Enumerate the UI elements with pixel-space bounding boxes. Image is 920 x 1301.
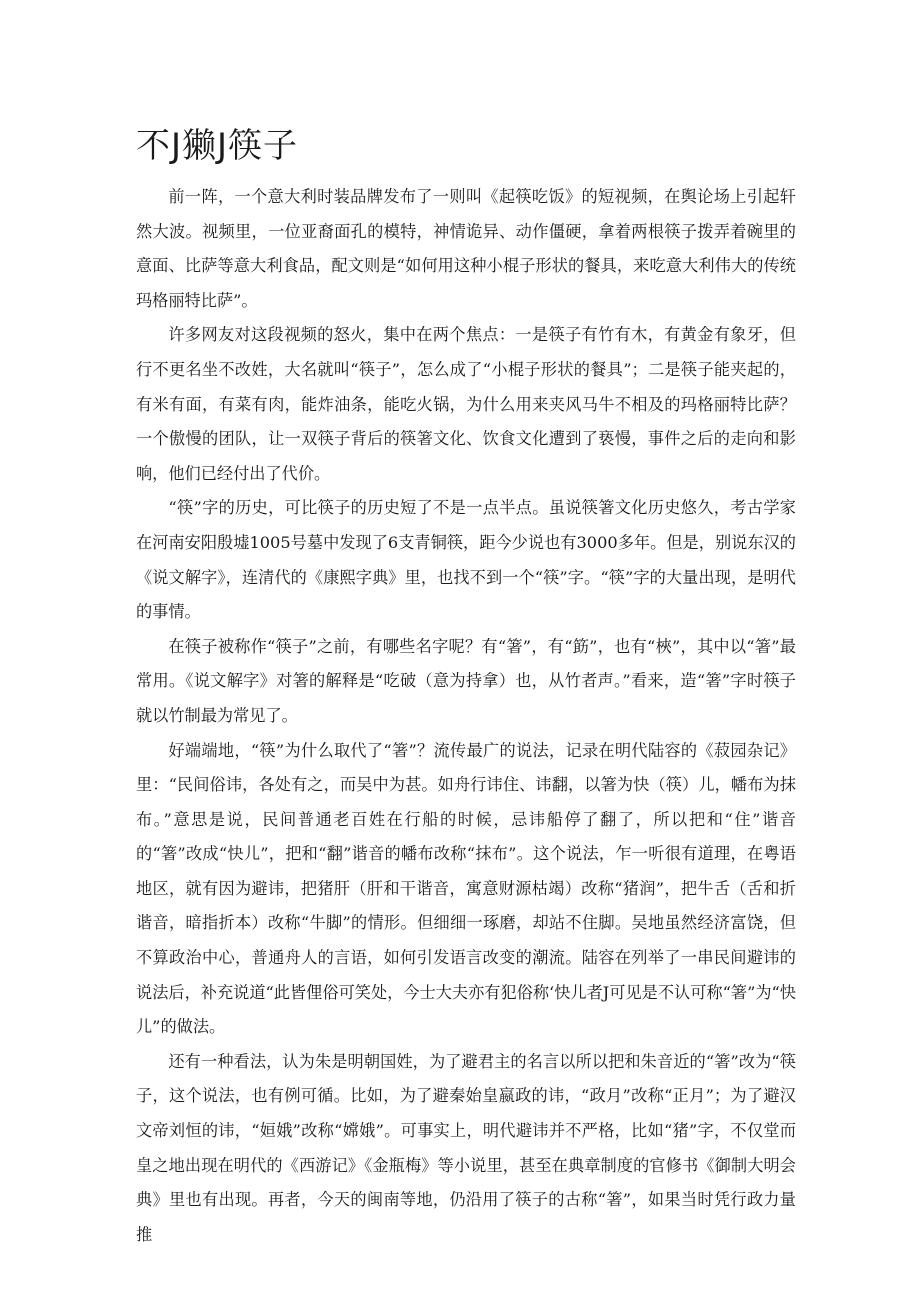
- paragraph-5: 好端端地，“筷”为什么取代了“箸”？流传最广的说法，记录在明代陆容的《菽园杂记》里：“民间俗讳，各处有之，而吴中为甚。如舟行讳住、讳翻，以箸为快（筷）儿，幡布为抹布。”意思是说，民间普通老百姓在行船的时候，忌讳船停了翻了，所以把和“住”谐音的“箸”改成“快儿”，把和“翻”谐音的幡布改称“抹布”。这个说法，乍一听很有道理，在粤语地区，就有因为避讳，把猪肝（肝和干谐音，寓意财源枯竭）改称“猪润”，把牛舌（舌和折谐音，暗指折本）改称“牛脚”的情形。但细细一琢磨，却站不住脚。吴地虽然经济富饶，但不算政治中心，普通舟人的言语，如何引发语言改变的潮流。陆容在列举了一串民间避讳的说法后，补充说道“此皆俚俗可笑处，今士大夫亦有犯俗称‘快儿者J可见是不认可称“箸”为“快儿”的做法。: [136, 740, 796, 1037]
- paragraph-3: “筷”字的历史，可比筷子的历史短了不是一点半点。虽说筷箸文化历史悠久，考古学家在河南安阳殷墟1005号墓中发现了6支青铜筷，距今少说也有3000多年。但是，别说东汉的《说文解字》，连清代的《康熙字典》里，也找不到一个“筷”字。“筷”字的大量出现，是明代的事情。: [136, 498, 796, 622]
- document-title: 不J獭J筷子: [136, 126, 299, 166]
- paragraph-2: 许多网友对这段视频的怒火，集中在两个焦点：一是筷子有竹有木，有黄金有象牙，但行不更名坐不改姓，大名就叫“筷子”，怎么成了“小棍子形状的餐具”；二是筷子能夹起的，有米有面，有菜有肉，能炸油条，能吃火锅，为什么用来夹风马牛不相及的玛格丽特比萨？一个傲慢的团队，让一双筷子背后的筷箸文化、饮食文化遭到了亵慢，事件之后的走向和影响，他们已经付出了代价。: [136, 325, 796, 483]
- paragraph-4: 在筷子被称作“筷子”之前，有哪些名字呢？有“箸”，有“筯”，也有“梜”，其中以“箸”最常用。《说文解字》对箸的解释是“吃破（意为持拿）也，从竹者声。”看来，造“箸”字时筷子就以竹制最为常见了。: [136, 636, 796, 725]
- document-body: [136, 180, 796, 1252]
- paragraph-1: 前一阵，一个意大利时装品牌发布了一则叫《起筷吃饭》的短视频，在舆论场上引起轩然大波。视频里，一位亚裔面孔的模特，神情诡异、动作僵硬，拿着两根筷子拨弄着碗里的意面、比萨等意大利食品，配文则是“如何用这种小棍子形状的餐具，来吃意大利伟大的传统玛格丽特比萨”。: [136, 187, 796, 310]
- paragraph-6: 还有一种看法，认为朱是明朝国姓，为了避君主的名言以所以把和朱音近的“箸”改为“筷子，这个说法，也有例可循。比如，为了避秦始皇嬴政的讳，“政月”改称“正月”；为了避汉文帝刘恒的讳，“姮娥”改称“嫦娥”。可事实上，明代避讳并不严格，比如“猪”字，不仅堂而皇之地出现在明代的《西游记》《金瓶梅》等小说里，甚至在典章制度的官修书《御制大明会典》里也有出现。再者，今天的闽南等地，仍沿用了筷子的古称“箸”，如果当时凭行政力量推: [136, 1051, 796, 1244]
